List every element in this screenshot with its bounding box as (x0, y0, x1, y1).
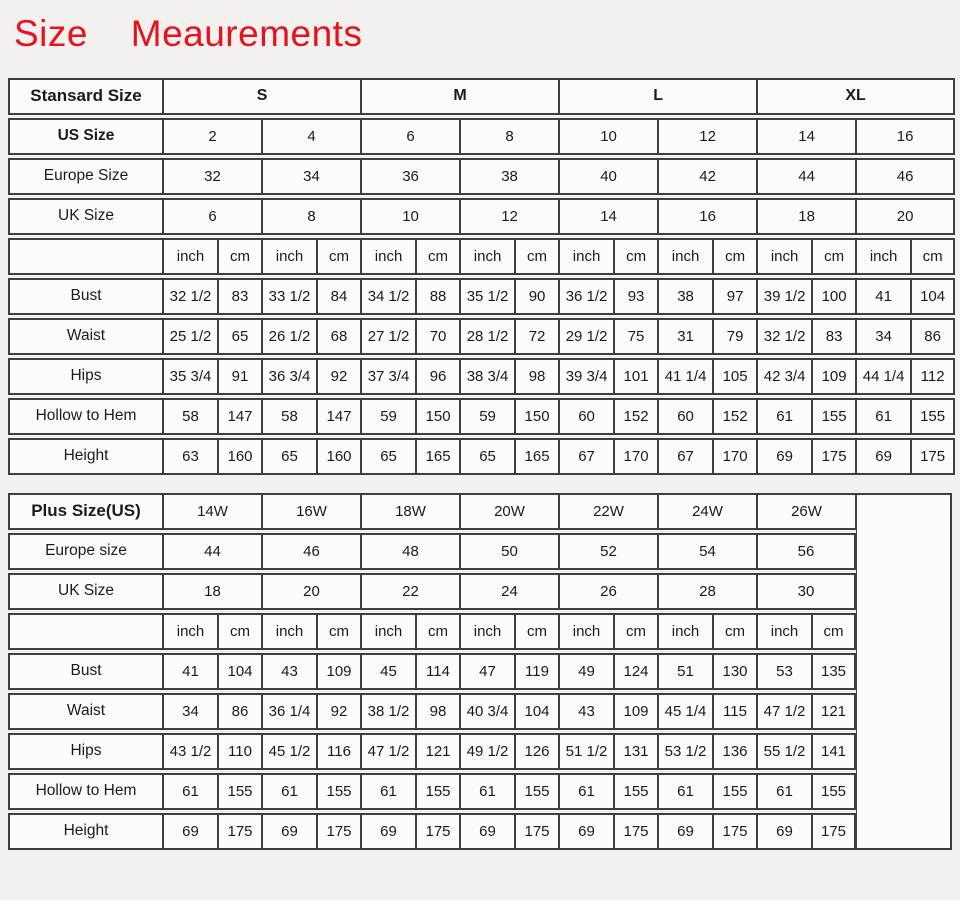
size-value-cell: 16 (658, 198, 757, 235)
measurement-value-cell: 37 3/4 (361, 358, 416, 395)
size-group-cell: 16W (262, 493, 361, 530)
unit-cell: inch (262, 238, 317, 275)
measurement-row (8, 358, 955, 395)
row-label-cell: Hips (8, 358, 163, 395)
measurement-row (8, 318, 955, 355)
measurement-value-cell: 98 (416, 693, 460, 730)
measurement-value-cell: 69 (262, 813, 317, 850)
size-value-cell: 38 (460, 158, 559, 195)
measurement-value-cell: 68 (317, 318, 361, 355)
measurement-value-cell: 59 (460, 398, 515, 435)
size-value-cell: 56 (757, 533, 856, 570)
row-label-cell: Europe size (8, 533, 163, 570)
measurement-value-cell: 69 (163, 813, 218, 850)
measurement-value-cell: 49 (559, 653, 614, 690)
unit-cell: inch (361, 238, 416, 275)
measurement-value-cell: 152 (713, 398, 757, 435)
size-group-cell: 22W (559, 493, 658, 530)
measurement-value-cell: 60 (658, 398, 713, 435)
row-label-cell: Height (8, 438, 163, 475)
size-value-cell: 32 (163, 158, 262, 195)
measurement-value-cell: 121 (416, 733, 460, 770)
unit-cell: inch (163, 238, 218, 275)
size-value-cell: 46 (856, 158, 955, 195)
measurement-value-cell: 130 (713, 653, 757, 690)
measurement-value-cell: 175 (218, 813, 262, 850)
size-value-cell: 36 (361, 158, 460, 195)
measurement-value-cell: 58 (163, 398, 218, 435)
row-label-cell: US Size (8, 118, 163, 155)
unit-cell: cm (614, 613, 658, 650)
unit-cell: cm (317, 613, 361, 650)
measurement-value-cell: 104 (911, 278, 955, 315)
measurement-value-cell: 152 (614, 398, 658, 435)
measurement-value-cell: 92 (317, 693, 361, 730)
measurement-value-cell: 90 (515, 278, 559, 315)
size-group-cell: 24W (658, 493, 757, 530)
measurement-value-cell: 175 (911, 438, 955, 475)
measurement-value-cell: 109 (317, 653, 361, 690)
size-conversion-row (8, 198, 955, 235)
unit-header-row (8, 613, 952, 650)
measurement-value-cell: 59 (361, 398, 416, 435)
size-value-cell: 46 (262, 533, 361, 570)
measurement-value-cell: 175 (812, 438, 856, 475)
measurement-value-cell: 155 (515, 773, 559, 810)
measurement-value-cell: 61 (559, 773, 614, 810)
measurement-value-cell: 109 (812, 358, 856, 395)
size-group-cell: 26W (757, 493, 856, 530)
unit-cell: inch (460, 238, 515, 275)
measurement-value-cell: 141 (812, 733, 856, 770)
measurement-value-cell: 61 (856, 398, 911, 435)
unit-cell: cm (218, 613, 262, 650)
size-value-cell: 18 (757, 198, 856, 235)
row-label-cell: UK Size (8, 573, 163, 610)
size-value-cell: 34 (262, 158, 361, 195)
measurement-value-cell: 150 (416, 398, 460, 435)
size-value-cell: 44 (757, 158, 856, 195)
size-value-cell: 26 (559, 573, 658, 610)
measurement-value-cell: 25 1/2 (163, 318, 218, 355)
size-value-cell: 52 (559, 533, 658, 570)
measurement-value-cell: 55 1/2 (757, 733, 812, 770)
measurement-value-cell: 29 1/2 (559, 318, 614, 355)
measurement-value-cell: 175 (317, 813, 361, 850)
row-label-cell: Hollow to Hem (8, 773, 163, 810)
unit-cell: inch (757, 613, 812, 650)
measurement-value-cell: 65 (218, 318, 262, 355)
size-value-cell: 44 (163, 533, 262, 570)
measurement-value-cell: 150 (515, 398, 559, 435)
measurement-value-cell: 86 (218, 693, 262, 730)
measurement-value-cell: 26 1/2 (262, 318, 317, 355)
table-corner-label: Stansard Size (8, 78, 163, 115)
measurement-value-cell: 115 (713, 693, 757, 730)
measurement-value-cell: 38 3/4 (460, 358, 515, 395)
measurement-row (8, 653, 952, 690)
measurement-value-cell: 34 (163, 693, 218, 730)
unit-cell: cm (218, 238, 262, 275)
measurement-value-cell: 83 (218, 278, 262, 315)
unit-cell: inch (460, 613, 515, 650)
size-value-cell: 42 (658, 158, 757, 195)
measurement-value-cell: 32 1/2 (757, 318, 812, 355)
measurement-value-cell: 136 (713, 733, 757, 770)
measurement-value-cell: 58 (262, 398, 317, 435)
measurement-value-cell: 47 1/2 (361, 733, 416, 770)
size-conversion-row (8, 573, 952, 610)
measurement-value-cell: 45 (361, 653, 416, 690)
measurement-value-cell: 155 (812, 398, 856, 435)
standard-size-table-container (0, 75, 960, 478)
measurement-value-cell: 93 (614, 278, 658, 315)
size-group-cell: M (361, 78, 559, 115)
measurement-value-cell: 43 1/2 (163, 733, 218, 770)
measurement-value-cell: 160 (218, 438, 262, 475)
measurement-value-cell: 121 (812, 693, 856, 730)
unit-cell: cm (416, 238, 460, 275)
measurement-value-cell: 175 (614, 813, 658, 850)
size-value-cell: 14 (559, 198, 658, 235)
row-label-cell: UK Size (8, 198, 163, 235)
unit-cell: cm (317, 238, 361, 275)
measurement-value-cell: 63 (163, 438, 218, 475)
size-value-cell: 20 (262, 573, 361, 610)
measurement-value-cell: 44 1/4 (856, 358, 911, 395)
measurement-value-cell: 160 (317, 438, 361, 475)
measurement-value-cell: 170 (614, 438, 658, 475)
measurement-value-cell: 155 (713, 773, 757, 810)
unit-cell: inch (559, 238, 614, 275)
size-value-cell: 20 (856, 198, 955, 235)
row-label-cell: Hollow to Hem (8, 398, 163, 435)
measurement-value-cell: 38 1/2 (361, 693, 416, 730)
unit-cell: cm (515, 238, 559, 275)
measurement-value-cell: 79 (713, 318, 757, 355)
measurement-value-cell: 51 (658, 653, 713, 690)
size-value-cell: 30 (757, 573, 856, 610)
unit-header-row (8, 238, 955, 275)
unit-cell: cm (812, 613, 856, 650)
measurement-value-cell: 155 (218, 773, 262, 810)
measurement-value-cell: 86 (911, 318, 955, 355)
table-corner-label: Plus Size(US) (8, 493, 163, 530)
measurement-value-cell: 69 (559, 813, 614, 850)
measurement-value-cell: 47 (460, 653, 515, 690)
measurement-value-cell: 110 (218, 733, 262, 770)
size-value-cell: 12 (460, 198, 559, 235)
size-group-cell: 18W (361, 493, 460, 530)
measurement-value-cell: 41 (163, 653, 218, 690)
size-value-cell: 6 (361, 118, 460, 155)
size-group-header-row (8, 493, 952, 530)
plus-size-table-container (0, 490, 960, 853)
measurement-value-cell: 33 1/2 (262, 278, 317, 315)
measurement-row (8, 278, 955, 315)
measurement-value-cell: 65 (460, 438, 515, 475)
measurement-value-cell: 155 (614, 773, 658, 810)
measurement-value-cell: 67 (658, 438, 713, 475)
measurement-value-cell: 147 (317, 398, 361, 435)
size-value-cell: 40 (559, 158, 658, 195)
measurement-value-cell: 61 (757, 398, 812, 435)
measurement-value-cell: 36 1/4 (262, 693, 317, 730)
row-label-cell: Hips (8, 733, 163, 770)
measurement-value-cell: 65 (262, 438, 317, 475)
measurement-value-cell: 61 (757, 773, 812, 810)
measurement-value-cell: 53 1/2 (658, 733, 713, 770)
measurement-value-cell: 53 (757, 653, 812, 690)
size-value-cell: 2 (163, 118, 262, 155)
measurement-value-cell: 165 (515, 438, 559, 475)
measurement-value-cell: 124 (614, 653, 658, 690)
measurement-value-cell: 34 (856, 318, 911, 355)
measurement-value-cell: 43 (559, 693, 614, 730)
size-value-cell: 18 (163, 573, 262, 610)
size-value-cell: 48 (361, 533, 460, 570)
measurement-value-cell: 39 1/2 (757, 278, 812, 315)
measurement-value-cell: 69 (757, 813, 812, 850)
measurement-value-cell: 104 (218, 653, 262, 690)
measurement-value-cell: 105 (713, 358, 757, 395)
measurement-value-cell: 65 (361, 438, 416, 475)
measurement-value-cell: 35 1/2 (460, 278, 515, 315)
measurement-value-cell: 69 (361, 813, 416, 850)
measurement-value-cell: 36 3/4 (262, 358, 317, 395)
measurement-value-cell: 84 (317, 278, 361, 315)
measurement-value-cell: 61 (361, 773, 416, 810)
size-group-cell: 20W (460, 493, 559, 530)
measurement-value-cell: 35 3/4 (163, 358, 218, 395)
measurement-row (8, 733, 952, 770)
measurement-value-cell: 28 1/2 (460, 318, 515, 355)
measurement-value-cell: 126 (515, 733, 559, 770)
unit-cell: inch (856, 238, 911, 275)
measurement-value-cell: 175 (515, 813, 559, 850)
measurement-value-cell: 92 (317, 358, 361, 395)
row-label-cell: Waist (8, 693, 163, 730)
measurement-value-cell: 114 (416, 653, 460, 690)
page-title: Size Meaurements (14, 13, 363, 54)
measurement-value-cell: 109 (614, 693, 658, 730)
measurement-value-cell: 38 (658, 278, 713, 315)
measurement-value-cell: 32 1/2 (163, 278, 218, 315)
measurement-value-cell: 69 (757, 438, 812, 475)
measurement-value-cell: 27 1/2 (361, 318, 416, 355)
measurement-value-cell: 61 (658, 773, 713, 810)
row-label-cell: Waist (8, 318, 163, 355)
measurement-value-cell: 175 (713, 813, 757, 850)
measurement-value-cell: 61 (163, 773, 218, 810)
measurement-value-cell: 96 (416, 358, 460, 395)
unit-cell: inch (163, 613, 218, 650)
measurement-value-cell: 97 (713, 278, 757, 315)
measurement-value-cell: 83 (812, 318, 856, 355)
size-value-cell: 54 (658, 533, 757, 570)
measurement-value-cell: 98 (515, 358, 559, 395)
measurement-value-cell: 67 (559, 438, 614, 475)
unit-cell: inch (559, 613, 614, 650)
row-label-cell (8, 613, 163, 650)
row-label-cell: Bust (8, 278, 163, 315)
measurement-value-cell: 61 (262, 773, 317, 810)
size-value-cell: 8 (262, 198, 361, 235)
measurement-value-cell: 41 (856, 278, 911, 315)
size-value-cell: 14 (757, 118, 856, 155)
size-value-cell: 6 (163, 198, 262, 235)
measurement-value-cell: 60 (559, 398, 614, 435)
measurement-value-cell: 91 (218, 358, 262, 395)
size-value-cell: 28 (658, 573, 757, 610)
unit-cell: inch (658, 238, 713, 275)
unit-cell: inch (262, 613, 317, 650)
measurement-value-cell: 119 (515, 653, 559, 690)
unit-cell: inch (658, 613, 713, 650)
row-label-cell (8, 238, 163, 275)
unit-cell: cm (416, 613, 460, 650)
unit-cell: inch (757, 238, 812, 275)
size-value-cell: 10 (361, 198, 460, 235)
size-value-cell: 8 (460, 118, 559, 155)
size-conversion-row (8, 158, 955, 195)
measurement-value-cell: 47 1/2 (757, 693, 812, 730)
measurement-row (8, 398, 955, 435)
size-value-cell: 50 (460, 533, 559, 570)
row-label-cell: Bust (8, 653, 163, 690)
measurement-value-cell: 175 (416, 813, 460, 850)
measurement-value-cell: 69 (658, 813, 713, 850)
row-label-cell: Europe Size (8, 158, 163, 195)
measurement-row (8, 693, 952, 730)
size-group-header-row (8, 78, 955, 115)
measurement-value-cell: 135 (812, 653, 856, 690)
unit-cell: cm (713, 238, 757, 275)
measurement-value-cell: 42 3/4 (757, 358, 812, 395)
unit-cell: cm (515, 613, 559, 650)
size-group-cell: 14W (163, 493, 262, 530)
size-value-cell: 22 (361, 573, 460, 610)
measurement-value-cell: 147 (218, 398, 262, 435)
measurement-value-cell: 61 (460, 773, 515, 810)
size-conversion-row (8, 533, 952, 570)
measurement-value-cell: 88 (416, 278, 460, 315)
measurement-value-cell: 112 (911, 358, 955, 395)
measurement-row (8, 773, 952, 810)
measurement-value-cell: 69 (460, 813, 515, 850)
measurement-value-cell: 116 (317, 733, 361, 770)
measurement-value-cell: 43 (262, 653, 317, 690)
size-group-cell: S (163, 78, 361, 115)
row-label-cell: Height (8, 813, 163, 850)
size-value-cell: 16 (856, 118, 955, 155)
measurement-value-cell: 104 (515, 693, 559, 730)
plus-size-table (8, 490, 952, 853)
measurement-row (8, 438, 955, 475)
size-value-cell: 10 (559, 118, 658, 155)
measurement-value-cell: 70 (416, 318, 460, 355)
unit-cell: cm (614, 238, 658, 275)
measurement-value-cell: 175 (812, 813, 856, 850)
measurement-value-cell: 41 1/4 (658, 358, 713, 395)
measurement-value-cell: 100 (812, 278, 856, 315)
unit-cell: cm (713, 613, 757, 650)
size-group-cell: L (559, 78, 757, 115)
trailing-empty-cell (856, 493, 952, 850)
unit-cell: cm (812, 238, 856, 275)
measurement-value-cell: 39 3/4 (559, 358, 614, 395)
measurement-value-cell: 155 (416, 773, 460, 810)
measurement-value-cell: 36 1/2 (559, 278, 614, 315)
measurement-value-cell: 131 (614, 733, 658, 770)
measurement-value-cell: 31 (658, 318, 713, 355)
measurement-value-cell: 155 (317, 773, 361, 810)
measurement-value-cell: 155 (812, 773, 856, 810)
measurement-value-cell: 69 (856, 438, 911, 475)
measurement-value-cell: 165 (416, 438, 460, 475)
unit-cell: inch (361, 613, 416, 650)
measurement-value-cell: 155 (911, 398, 955, 435)
measurement-value-cell: 170 (713, 438, 757, 475)
measurement-value-cell: 45 1/2 (262, 733, 317, 770)
measurement-value-cell: 45 1/4 (658, 693, 713, 730)
measurement-value-cell: 34 1/2 (361, 278, 416, 315)
size-value-cell: 24 (460, 573, 559, 610)
measurement-value-cell: 40 3/4 (460, 693, 515, 730)
measurement-row (8, 813, 952, 850)
measurement-value-cell: 101 (614, 358, 658, 395)
size-value-cell: 12 (658, 118, 757, 155)
size-value-cell: 4 (262, 118, 361, 155)
measurement-value-cell: 49 1/2 (460, 733, 515, 770)
size-group-cell: XL (757, 78, 955, 115)
standard-size-table (8, 75, 955, 478)
measurement-value-cell: 51 1/2 (559, 733, 614, 770)
size-conversion-row (8, 118, 955, 155)
measurement-value-cell: 75 (614, 318, 658, 355)
unit-cell: cm (911, 238, 955, 275)
measurement-value-cell: 72 (515, 318, 559, 355)
